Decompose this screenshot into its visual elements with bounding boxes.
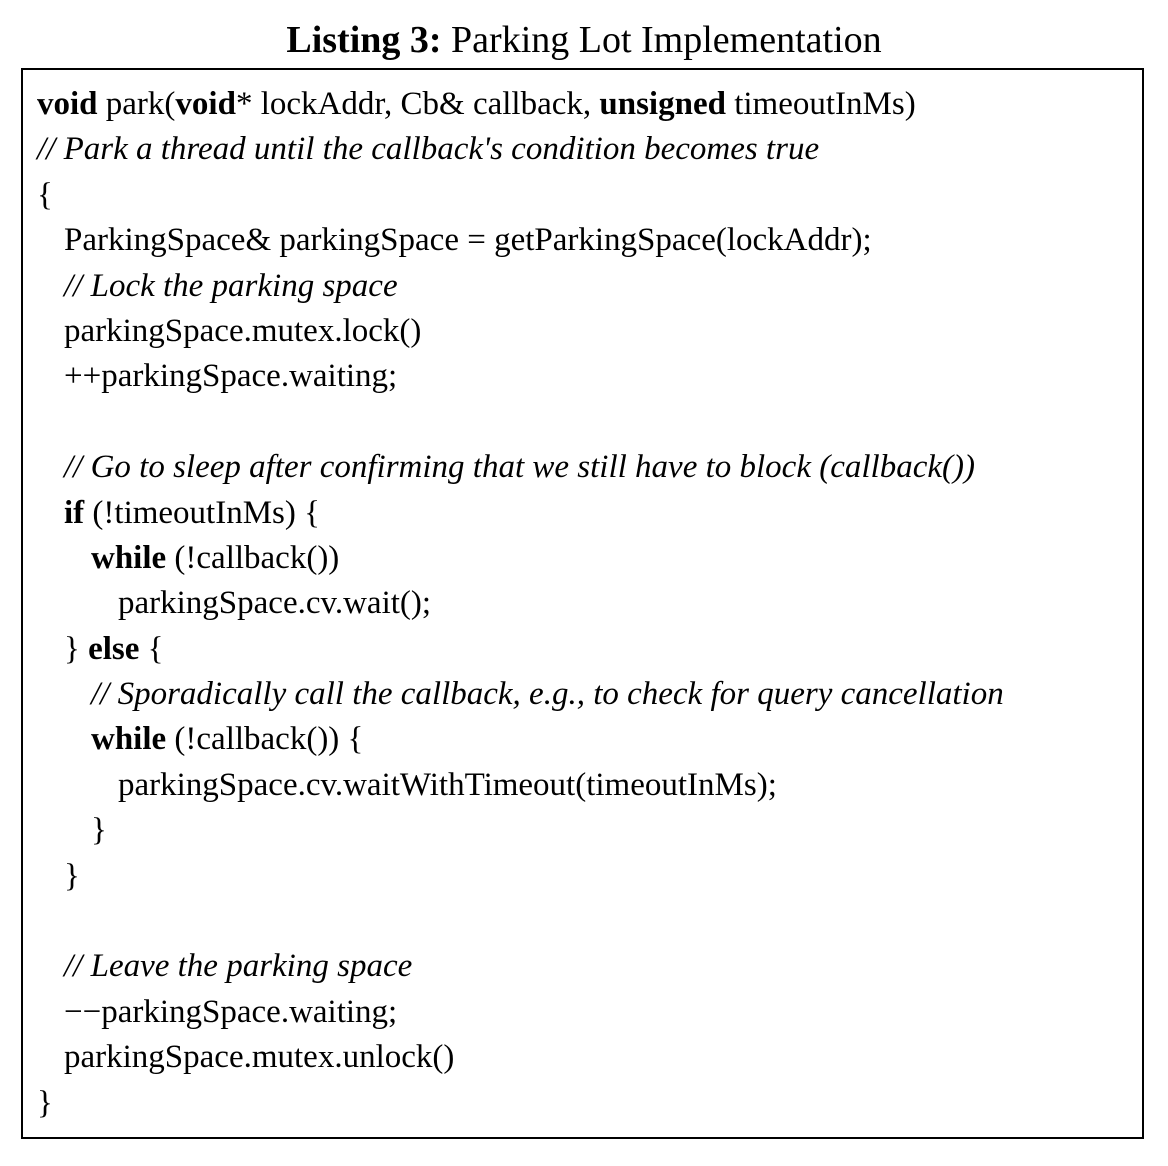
code-comment: // Park a thread until the callback's condition becomes true [37,131,820,168]
code-text: * lockAddr, Cb& callback, [235,86,600,122]
code-text: } [64,857,80,894]
code-keyword: void [175,86,236,122]
code-text: park( [97,86,176,122]
code-line [37,309,1004,354]
code-text: } [37,1084,53,1121]
code-line [37,808,1004,853]
listing-label: Listing 3: [286,19,442,61]
code-listing-box [21,68,1144,1139]
code-keyword: while [91,539,167,576]
listing-caption [0,16,1168,64]
listing-title: Parking Lot Implementation [451,19,882,61]
code-keyword: void [37,86,98,122]
code-line [37,264,1004,309]
code-text: { [37,176,53,213]
code-line [37,944,1004,989]
code-text: timeoutInMs) [725,86,916,122]
code-line [37,173,1004,218]
code-keyword: if [64,494,85,531]
code-comment: // Go to sleep after confirming that we still have to block (callback()) [64,449,975,486]
code-comment: // Lock the parking space [64,267,398,304]
code-line [37,536,1004,581]
code-text: (!callback()) [166,539,340,576]
code-text: (!timeoutInMs) { [84,494,320,531]
code-line [37,82,1004,127]
code-blank-line [37,400,1004,445]
code-line [37,627,1004,672]
code-line [37,354,1004,399]
code-line [37,672,1004,717]
code-text: ParkingSpace& parkingSpace = getParkingSpace(lockAddr); [64,222,872,259]
code-line [37,127,1004,172]
code-keyword: unsigned [599,86,726,122]
code-line [37,854,1004,899]
code-text: parkingSpace.cv.wait(); [118,585,432,622]
code-text: (!callback()) { [166,721,364,758]
code-line [37,445,1004,490]
code-line [37,990,1004,1035]
code-comment: // Leave the parking space [64,948,413,985]
code-line [37,717,1004,762]
code-line [37,1035,1004,1080]
code-block [37,82,1004,1126]
code-text: } [64,630,89,667]
code-line [37,218,1004,263]
code-blank-line [37,899,1004,944]
code-line [37,491,1004,536]
code-text: { [139,630,164,667]
code-text: −−parkingSpace.waiting; [64,993,398,1030]
code-text: parkingSpace.cv.waitWithTimeout(timeoutInMs); [118,766,777,803]
code-text: parkingSpace.mutex.unlock() [64,1039,455,1076]
code-line [37,763,1004,808]
code-keyword: while [91,721,167,758]
code-text: parkingSpace.mutex.lock() [64,312,422,349]
code-comment: // Sporadically call the callback, e.g., to check for query cancellation [91,676,1004,713]
code-text: ++parkingSpace.waiting; [64,358,398,395]
code-line [37,1081,1004,1126]
code-line [37,581,1004,626]
code-keyword: else [88,630,140,667]
code-text: } [91,812,107,849]
